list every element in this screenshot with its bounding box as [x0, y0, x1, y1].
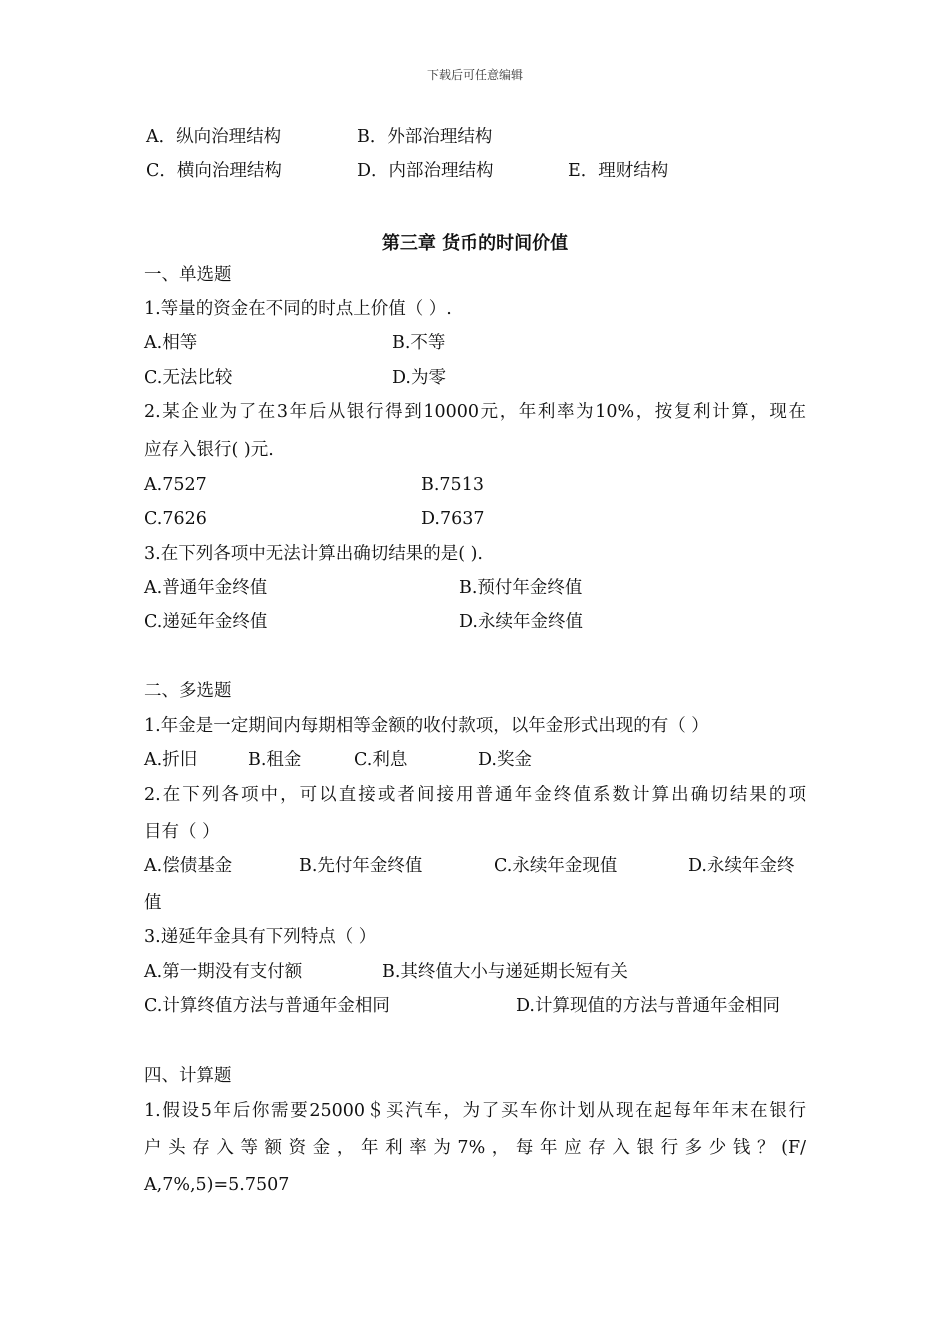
choice-c: C.递延年金终值 [144, 612, 268, 632]
chapter-title: 第三章 货币的时间价值 [381, 233, 569, 254]
section-heading-calc: 四、计算题 [144, 1066, 232, 1086]
choice-b: B.租金 [248, 750, 302, 770]
choice-a: A.相等 [144, 333, 198, 353]
question-stem: 1.等量的资金在不同的时点上价值（ ）. [144, 299, 452, 319]
question-stem-cont: 户头存入等额资金，年利率为7%，每年应存入银行多少钱？(F/ [144, 1138, 806, 1158]
section-heading-single: 一、单选题 [144, 265, 232, 285]
question-stem: 3.递延年金具有下列特点（ ） [144, 927, 377, 947]
choice-a: A.折旧 [144, 750, 198, 770]
option-b: B．外部治理结构 [357, 127, 493, 147]
choice-d: D.永续年金终 [688, 856, 795, 876]
choice-d: D.计算现值的方法与普通年金相同 [516, 996, 780, 1016]
choice-a: A.7527 [144, 475, 207, 495]
choice-d: D.奖金 [478, 750, 532, 770]
choice-c: C.永续年金现值 [494, 856, 618, 876]
choice-c: C.无法比较 [144, 368, 233, 388]
choice-b: B.不等 [392, 333, 446, 353]
choice-d-cont: 值 [144, 893, 162, 913]
choice-c: C.计算终值方法与普通年金相同 [144, 996, 390, 1016]
option-a: A．纵向治理结构 [146, 127, 282, 147]
choice-b: B.先付年金终值 [299, 856, 423, 876]
choice-a: A.普通年金终值 [144, 578, 268, 598]
question-stem: 1.年金是一定期间内每期相等金额的收付款项，以年金形式出现的有（ ） [144, 716, 709, 736]
option-d: D．内部治理结构 [357, 161, 494, 181]
question-stem: 3.在下列各项中无法计算出确切结果的是( ). [144, 544, 483, 564]
question-stem: 2.某企业为了在3年后从银行得到10000元，年利率为10%，按复利计算，现在 [144, 402, 806, 422]
choice-a: A.偿债基金 [144, 856, 233, 876]
section-heading-multi: 二、多选题 [144, 681, 232, 701]
choice-a: A.第一期没有支付额 [144, 962, 303, 982]
option-e: E．理财结构 [568, 161, 669, 181]
choice-b: B.预付年金终值 [459, 578, 583, 598]
choice-c: C.7626 [144, 509, 207, 529]
question-stem-cont: 目有（ ） [144, 822, 220, 842]
page-header: 下载后可任意编辑 [426, 68, 523, 82]
question-stem: 2.在下列各项中，可以直接或者间接用普通年金终值系数计算出确切结果的项 [144, 785, 806, 805]
choice-c: C.利息 [354, 750, 408, 770]
question-stem-cont: A,7%,5)=5.7507 [144, 1175, 290, 1195]
option-c: C．横向治理结构 [146, 161, 282, 181]
choice-d: D.7637 [421, 509, 485, 529]
choice-d: D.为零 [392, 368, 446, 388]
question-stem: 1.假设5年后你需要25000＄买汽车，为了买车你计划从现在起每年年末在银行 [144, 1101, 806, 1121]
choice-d: D.永续年金终值 [459, 612, 583, 632]
choice-b: B.其终值大小与递延期长短有关 [382, 962, 628, 982]
choice-b: B.7513 [421, 475, 484, 495]
question-stem-cont: 应存入银行( )元. [144, 440, 274, 460]
